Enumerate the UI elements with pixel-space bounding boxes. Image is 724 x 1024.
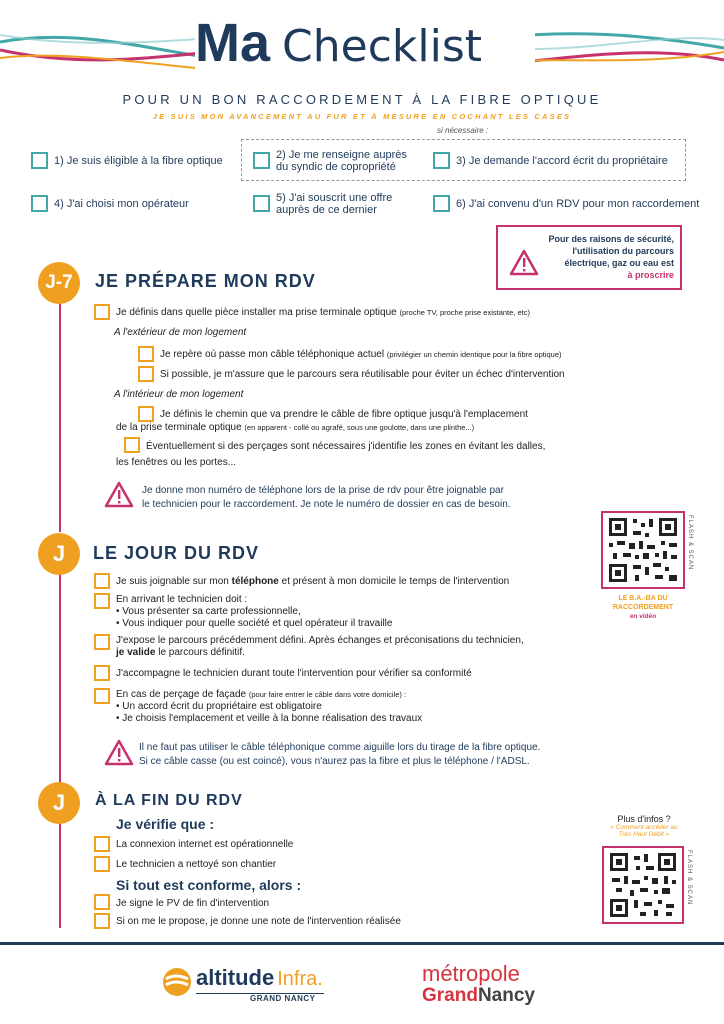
s1-item-1-main: Je définis dans quelle pièce installer ma prise terminale optique [116,307,397,318]
s2-item-5-label: En cas de perçage de façade [116,689,247,700]
s2-item-4-text: J'accompagne le technicien durant toute l'intervention pour vérifier sa conformité [116,668,472,679]
altitude-logo-icon [162,967,192,997]
s2-item-2-main: En arrivant le technicien doit : [116,594,248,605]
s3-conform-1-text: Je signe le PV de fin d'intervention [116,898,270,909]
qr-code-icon [603,513,683,587]
more-info-title: Plus d'infos ? [617,814,671,824]
more-info-line-1: « Comment accéder au [610,824,678,831]
s3-conform-1-checkbox[interactable] [94,894,110,910]
qr-caption-line-3: en vidéo [629,613,657,620]
warning-triangle-icon [509,249,539,276]
s1-warning-line-1: Je donne mon numéro de téléphone lors de la prise de rdv pour être joignable par [142,485,504,496]
s2-item-1-checkbox[interactable] [94,573,110,589]
s2-item-5-bullet-2: • Je choisis l'emplacement et veille à la bonne réalisation des travaux [116,713,423,724]
s3-verify-1-text: La connexion internet est opérationnelle [116,839,294,850]
step-6-checkbox[interactable] [433,195,450,212]
step-1-label: 1) Je suis éligible à la fibre optique [54,155,223,167]
s1-warning-line-2: le technicien pour le raccordement. Je note le numéro de dossier en cas de besoin. [142,499,511,510]
s1-ext-1-note: (privilégier un chemin identique pour la fibre optique) [386,350,562,359]
safety-line-3: électrique, gaz ou eau est [564,258,674,268]
page-title [195,12,482,74]
s2-item-3-line-1: J'expose le parcours précédemment défini. Après échanges et préconisations du technicien, [116,635,524,646]
step-3-checkbox[interactable] [433,152,450,169]
s1-int-1-line-2 [116,422,474,434]
s2-item-5-main [116,689,422,701]
s2-item-1-text [116,576,509,588]
safety-line-1: Pour des raisons de sécurité, [548,234,674,244]
s3-verify-1-checkbox[interactable] [94,836,110,852]
s3-verify-2-text: Le technicien a nettoyé son chantier [116,859,277,870]
s1-ext-2-checkbox[interactable] [138,366,154,382]
s2-item-5-note: (pour faire entrer le câble dans votre domicile) : [248,690,407,699]
s2-warning-text [139,741,540,769]
section-3-title: À LA FIN DU RDV [95,792,243,809]
step-5-line-1: 5) J'ai souscrit une offre [276,192,393,204]
verify-heading: Je vérifie que : [116,816,215,832]
badge-j-7: J-7 [38,262,80,304]
s1-ext-1-text [160,349,562,361]
grandnancy-word [422,985,535,1008]
altitude-word: altitude [196,965,275,990]
s2-item-3-checkbox[interactable] [94,634,110,650]
step-2-label [276,149,407,173]
s2-item-3-text [116,635,524,659]
s2-item-5-text [116,689,422,725]
timeline-line-2 [59,573,61,788]
title-checklist: Checklist [282,21,482,72]
s2-item-1-part-c: et présent à mon domicile le temps de l'intervention [278,576,510,587]
s3-verify-2-checkbox[interactable] [94,856,110,872]
s2-item-3-line-2 [116,647,524,659]
section-1-title: JE PRÉPARE MON RDV [95,271,316,291]
conform-heading: Si tout est conforme, alors : [116,877,302,893]
s1-item-1-checkbox[interactable] [94,304,110,320]
step-2-line-2: du syndic de copropriété [276,161,396,173]
step-2-checkbox[interactable] [253,152,270,169]
infra-word: Infra. [277,968,323,990]
badge-j-end: J [38,782,80,824]
step-5-line-2: auprès de ce dernier [276,204,377,216]
s1-ext-1-main: Je repère où passe mon câble téléphonique actuel [160,349,385,360]
s1-warning-text [142,484,511,512]
s2-item-2-bullet-2: • Vous indiquer pour quelle société et quel opérateur il travaille [116,618,393,629]
s1-int-2-line-2: les fenêtres ou les portes... [116,457,237,468]
s2-item-2-text [116,594,392,630]
grand-word: Grand [422,985,478,1006]
title-ma: Ma [195,13,271,73]
s1-ext-1-checkbox[interactable] [138,346,154,362]
s1-item-1-note: (proche TV, proche prise existante, etc) [399,308,530,317]
step-4-label: 4) J'ai choisi mon opérateur [54,198,189,210]
altitude-wordmark [196,965,323,991]
s2-warning-line-2: Si ce câble casse (ou est coincé), vous n'aurez pas la fibre et plus le téléphone / l'ADSL. [139,756,530,767]
step-5-checkbox[interactable] [253,195,270,212]
step-3-label: 3) Je demande l'accord écrit du propriétaire [456,155,668,167]
s2-warning-line-1: Il ne faut pas utiliser le câble téléphonique comme aiguille lors du tirage de la fibre optique. [139,742,541,753]
flash-scan-label-2: FLASH & SCAN [686,850,692,906]
qr-code-more-info[interactable] [602,846,684,924]
timeline-line-3 [59,822,61,928]
more-info-block [597,814,691,838]
footer-divider [0,942,724,945]
s2-item-2-bullet-1: • Vous présenter sa carte professionnelle, [116,606,301,617]
s1-int-1-main: de la prise terminale optique [116,422,242,433]
s2-item-1-part-b: téléphone [231,576,279,587]
safety-line-2: l'utilisation du parcours [572,246,674,256]
subheading-exterior: A l'extérieur de mon logement [114,327,247,338]
step-6-label: 6) J'ai convenu d'un RDV pour mon raccordement [456,198,700,210]
more-info-line-2: Très Haut Débit » [618,831,670,838]
step-2-line-1: 2) Je me renseigne auprès [276,149,407,161]
flash-scan-label-1: FLASH & SCAN [687,515,693,571]
qr-caption-line-2: RACCORDEMENT [612,604,674,611]
step-4-checkbox[interactable] [31,195,48,212]
s1-int-2-checkbox[interactable] [124,437,140,453]
tagline: JE SUIS MON AVANCEMENT AU FUR ET À MESURE EN COCHANT LES CASES [152,112,572,121]
qr-video-caption [601,594,685,621]
s2-item-3-rest: le parcours définitif. [155,647,245,658]
si-necessaire-label: si nécessaire : [437,126,489,135]
qr-code-video[interactable] [601,511,685,589]
step-1-checkbox[interactable] [31,152,48,169]
badge-j-day: J [38,533,80,575]
s2-item-2-checkbox[interactable] [94,593,110,609]
s2-item-4-checkbox[interactable] [94,665,110,681]
subtitle: POUR UN BON RACCORDEMENT À LA FIBRE OPTIQUE [122,92,602,107]
altitude-grand-nancy: GRAND NANCY [250,994,316,1003]
section-2-title: LE JOUR DU RDV [93,543,260,563]
metropole-grand-nancy-logo [422,963,535,1008]
metropole-word: métropole [422,961,520,986]
s2-item-3-bold: je valide [116,647,156,658]
s1-item-1-text [116,307,530,319]
s1-ext-2-text: Si possible, je m'assure que le parcours sera réutilisable pour éviter un échec d'intervention [160,369,565,380]
warning-triangle-icon [104,739,134,766]
step-5-label [276,192,392,216]
s2-item-5-checkbox[interactable] [94,688,110,704]
s3-conform-2-checkbox[interactable] [94,913,110,929]
s1-int-1-note: (en apparent - collé ou agrafé, sous une goulotte, dans une plinthe...) [244,423,475,432]
s2-item-1-part-a: Je suis joignable sur mon [116,576,232,587]
safety-warning-box [496,225,682,290]
s2-item-5-bullet-1: • Un accord écrit du propriétaire est obligatoire [116,701,322,712]
s3-conform-2-text: Si on me le propose, je donne une note de l'intervention réalisée [116,916,401,927]
s1-int-2-line-1: Éventuellement si des perçages sont nécessaires j'identifie les zones en évitant les dalles, [146,441,546,452]
nancy-word: Nancy [477,985,535,1006]
warning-triangle-icon [104,481,134,508]
qr-code-icon [604,848,682,922]
s1-int-1-checkbox[interactable] [138,406,154,422]
safety-line-4: à proscrire [627,270,674,280]
timeline-line-1 [59,300,61,532]
safety-text [548,233,674,281]
qr-caption-line-1: LE B.A.-BA DU [618,595,668,602]
subheading-interior: A l'intérieur de mon logement [114,389,244,400]
s1-int-1-line-1: Je définis le chemin que va prendre le câble de fibre optique jusqu'à l'emplacement [160,409,528,420]
